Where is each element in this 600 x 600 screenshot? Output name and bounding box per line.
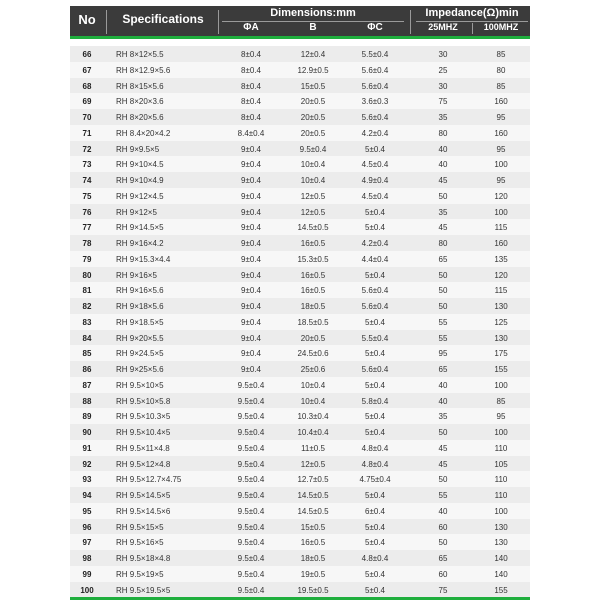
row-impedance-100mhz: 95 xyxy=(496,412,506,422)
row-dim-b: 15±0.5 xyxy=(300,81,326,91)
row-specification: RH 8×20×5.6 xyxy=(116,113,164,122)
row-impedance-100mhz: 130 xyxy=(494,538,508,548)
row-impedance-100mhz: 110 xyxy=(494,475,508,485)
table-row xyxy=(70,219,530,235)
row-impedance-100mhz: 160 xyxy=(494,239,508,248)
row-specification: RH 9×14.5×5 xyxy=(116,223,164,233)
row-dim-a: 9.5±0.4 xyxy=(237,443,265,453)
row-impedance-25mhz: 60 xyxy=(438,569,448,579)
row-impedance-25mhz: 55 xyxy=(438,317,448,327)
row-impedance-25mhz: 50 xyxy=(438,270,448,280)
table-row xyxy=(70,503,530,519)
row-dim-a: 9±0.4 xyxy=(241,223,261,233)
row-impedance-100mhz: 125 xyxy=(494,317,508,327)
row-specification: RH 8×12.9×5.6 xyxy=(116,65,171,75)
header-divider xyxy=(218,10,219,34)
row-dim-a: 8±0.4 xyxy=(241,65,261,75)
row-number: 100 xyxy=(80,585,94,595)
row-specification: RH 9×18×5.6 xyxy=(116,302,164,311)
row-impedance-100mhz: 100 xyxy=(494,160,508,170)
row-impedance-25mhz: 50 xyxy=(438,286,448,296)
row-number: 67 xyxy=(82,65,92,75)
row-dim-a: 9.5±0.4 xyxy=(237,522,265,532)
table-row xyxy=(70,141,530,157)
header-divider xyxy=(472,23,473,34)
row-dim-c: 5.6±0.4 xyxy=(361,65,389,75)
table-row xyxy=(70,62,530,78)
row-dim-a: 9±0.4 xyxy=(241,191,261,201)
header-gap xyxy=(70,39,530,46)
row-number: 96 xyxy=(82,522,92,532)
row-specification: RH 9.5×10.3×5 xyxy=(116,412,171,422)
table-row xyxy=(70,440,530,456)
row-dim-a: 8±0.4 xyxy=(241,50,261,59)
row-dim-c: 5±0.4 xyxy=(365,491,385,500)
row-impedance-25mhz: 40 xyxy=(438,380,448,390)
row-number: 99 xyxy=(82,569,92,579)
row-impedance-25mhz: 30 xyxy=(438,81,448,91)
row-specification: RH 9.5×12.7×4.75 xyxy=(116,475,182,485)
row-impedance-25mhz: 65 xyxy=(438,254,448,264)
row-dim-c: 5.5±0.4 xyxy=(361,333,389,343)
row-dim-b: 10±0.4 xyxy=(300,176,326,185)
row-dim-c: 5±0.4 xyxy=(365,223,385,233)
row-specification: RH 9.5×15×5 xyxy=(116,522,164,532)
row-specification: RH 9×9.5×5 xyxy=(116,144,160,154)
row-dim-b: 12.9±0.5 xyxy=(297,65,329,75)
row-dim-a: 9.5±0.4 xyxy=(237,585,265,595)
table-row xyxy=(70,251,530,267)
row-dim-b: 20±0.5 xyxy=(300,113,326,122)
row-number: 88 xyxy=(82,396,92,406)
row-dim-b: 16±0.5 xyxy=(300,270,326,280)
header-freq-100mhz: 100MHZ xyxy=(483,22,519,32)
row-impedance-25mhz: 50 xyxy=(438,538,448,548)
row-number: 92 xyxy=(82,459,92,469)
row-impedance-100mhz: 160 xyxy=(494,128,508,138)
row-dim-a: 9.5±0.4 xyxy=(237,475,265,485)
row-specification: RH 9.5×14.5×6 xyxy=(116,506,171,516)
row-specification: RH 9×12×5 xyxy=(116,207,157,217)
row-dim-c: 4.8±0.4 xyxy=(361,443,389,453)
row-impedance-25mhz: 45 xyxy=(438,223,448,233)
header-divider xyxy=(416,21,528,22)
row-dim-b: 18.5±0.5 xyxy=(297,317,329,327)
row-impedance-25mhz: 65 xyxy=(438,554,448,563)
row-dim-a: 9.5±0.4 xyxy=(237,396,265,406)
row-impedance-100mhz: 140 xyxy=(494,554,508,563)
row-number: 84 xyxy=(82,333,92,343)
row-impedance-25mhz: 35 xyxy=(438,113,448,122)
row-dim-b: 16±0.5 xyxy=(300,538,326,548)
row-impedance-25mhz: 35 xyxy=(438,412,448,422)
row-impedance-25mhz: 45 xyxy=(438,459,448,469)
row-dim-b: 10±0.4 xyxy=(300,380,326,390)
row-dim-c: 5.6±0.4 xyxy=(361,302,389,311)
row-specification: RH 9.5×10.4×5 xyxy=(116,428,171,437)
row-specification: RH 9.5×14.5×5 xyxy=(116,491,171,500)
row-dim-c: 4.5±0.4 xyxy=(361,160,389,170)
row-impedance-100mhz: 95 xyxy=(496,113,506,122)
table-row xyxy=(70,582,530,598)
header-no: No xyxy=(78,12,96,27)
row-impedance-25mhz: 30 xyxy=(438,50,448,59)
row-specification: RH 9.5×10×5 xyxy=(116,380,164,390)
row-dim-c: 4.8±0.4 xyxy=(361,459,389,469)
row-specification: RH 8×20×3.6 xyxy=(116,97,164,107)
table-row xyxy=(70,471,530,487)
table-row xyxy=(70,156,530,172)
row-specification: RH 9×16×5.6 xyxy=(116,286,164,296)
row-impedance-25mhz: 50 xyxy=(438,191,448,201)
row-dim-a: 9.5±0.4 xyxy=(237,380,265,390)
row-dim-c: 5±0.4 xyxy=(365,380,385,390)
row-dim-c: 5.5±0.4 xyxy=(361,50,389,59)
header-freq-25mhz: 25MHZ xyxy=(428,22,458,32)
row-dim-c: 5±0.4 xyxy=(365,585,385,595)
table-row xyxy=(70,566,530,582)
row-number: 70 xyxy=(82,113,92,122)
table-row xyxy=(70,377,530,393)
row-number: 82 xyxy=(82,302,92,311)
row-number: 71 xyxy=(82,128,92,138)
table-row xyxy=(70,93,530,109)
row-number: 91 xyxy=(82,443,92,453)
row-impedance-25mhz: 80 xyxy=(438,128,448,138)
row-dim-b: 12±0.5 xyxy=(300,191,326,201)
row-dim-a: 8±0.4 xyxy=(241,113,261,122)
row-dim-c: 5.6±0.4 xyxy=(361,286,389,296)
spec-table xyxy=(70,6,530,600)
table-row xyxy=(70,456,530,472)
row-dim-b: 12±0.4 xyxy=(300,50,326,59)
row-dim-b: 14.5±0.5 xyxy=(297,506,329,516)
row-dim-b: 10±0.4 xyxy=(300,396,326,406)
table-row xyxy=(70,361,530,377)
row-dim-b: 25±0.6 xyxy=(300,365,326,374)
row-dim-c: 5.8±0.4 xyxy=(361,396,389,406)
row-impedance-100mhz: 130 xyxy=(494,302,508,311)
header-col-a: ΦA xyxy=(243,22,259,33)
table-row xyxy=(70,550,530,566)
row-dim-b: 19.5±0.5 xyxy=(297,585,329,595)
row-dim-b: 11±0.5 xyxy=(301,443,325,453)
row-impedance-25mhz: 95 xyxy=(438,349,448,359)
row-dim-b: 14.5±0.5 xyxy=(297,491,329,500)
row-impedance-25mhz: 75 xyxy=(438,97,448,107)
row-dim-c: 5±0.4 xyxy=(365,144,385,154)
header-col-c: ΦC xyxy=(367,22,383,33)
row-impedance-25mhz: 40 xyxy=(438,506,448,516)
row-dim-c: 5±0.4 xyxy=(365,207,385,217)
table-row xyxy=(70,125,530,141)
row-dim-c: 5.6±0.4 xyxy=(361,365,389,374)
table-row xyxy=(70,172,530,188)
row-dim-b: 9.5±0.4 xyxy=(299,144,327,154)
row-dim-c: 4.5±0.4 xyxy=(361,191,389,201)
row-number: 77 xyxy=(82,223,92,233)
row-dim-c: 5±0.4 xyxy=(365,522,385,532)
row-dim-a: 9.5±0.4 xyxy=(237,538,265,548)
row-number: 86 xyxy=(82,365,92,374)
row-specification: RH 9×12×4.5 xyxy=(116,191,164,201)
row-specification: RH 9.5×19.5×5 xyxy=(116,585,171,595)
row-number: 66 xyxy=(82,50,92,59)
table-header xyxy=(70,6,530,39)
table-row xyxy=(70,345,530,361)
row-dim-a: 9.5±0.4 xyxy=(237,554,265,563)
row-impedance-100mhz: 130 xyxy=(494,333,508,343)
row-impedance-25mhz: 50 xyxy=(438,428,448,437)
row-dim-a: 9±0.4 xyxy=(241,270,261,280)
row-number: 80 xyxy=(82,270,92,280)
row-specification: RH 9×18.5×5 xyxy=(116,317,164,327)
row-number: 73 xyxy=(82,160,92,170)
row-specification: RH 9.5×11×4.8 xyxy=(116,443,170,453)
row-impedance-100mhz: 95 xyxy=(496,144,506,154)
header-divider xyxy=(106,10,107,34)
row-specification: RH 9×20×5.5 xyxy=(116,333,164,343)
row-impedance-100mhz: 135 xyxy=(494,254,508,264)
row-specification: RH 9×24.5×5 xyxy=(116,349,164,359)
row-dim-b: 18±0.5 xyxy=(300,554,326,563)
row-dim-b: 14.5±0.5 xyxy=(297,223,329,233)
table-row xyxy=(70,487,530,503)
row-impedance-25mhz: 25 xyxy=(438,65,448,75)
row-dim-b: 16±0.5 xyxy=(300,239,326,248)
row-dim-a: 9±0.4 xyxy=(241,317,261,327)
table-row xyxy=(70,235,530,251)
table-row xyxy=(70,298,530,314)
row-dim-b: 19±0.5 xyxy=(300,569,326,579)
row-dim-a: 8±0.4 xyxy=(241,97,261,107)
row-dim-c: 5±0.4 xyxy=(365,270,385,280)
row-number: 81 xyxy=(82,286,92,296)
row-impedance-100mhz: 140 xyxy=(494,569,508,579)
row-dim-a: 9±0.4 xyxy=(241,254,261,264)
row-dim-b: 16±0.5 xyxy=(300,286,326,296)
row-number: 76 xyxy=(82,207,92,217)
row-dim-c: 4.8±0.4 xyxy=(361,554,389,563)
row-impedance-100mhz: 130 xyxy=(494,522,508,532)
row-specification: RH 8×15×5.6 xyxy=(116,81,164,91)
row-impedance-100mhz: 100 xyxy=(494,428,508,437)
row-number: 94 xyxy=(82,491,92,500)
row-number: 90 xyxy=(82,428,92,437)
row-impedance-100mhz: 95 xyxy=(496,176,506,185)
row-number: 74 xyxy=(82,176,92,185)
row-dim-c: 5±0.4 xyxy=(365,428,385,437)
row-number: 79 xyxy=(82,254,92,264)
table-row xyxy=(70,393,530,409)
row-number: 78 xyxy=(82,239,92,248)
row-impedance-25mhz: 50 xyxy=(438,302,448,311)
row-dim-b: 12±0.5 xyxy=(300,459,326,469)
row-impedance-25mhz: 40 xyxy=(438,144,448,154)
row-impedance-100mhz: 85 xyxy=(496,396,506,406)
row-impedance-25mhz: 75 xyxy=(438,585,448,595)
table-row xyxy=(70,78,530,94)
row-number: 87 xyxy=(82,380,92,390)
row-impedance-100mhz: 105 xyxy=(494,459,508,469)
row-dim-b: 12.7±0.5 xyxy=(297,475,329,485)
row-dim-b: 15±0.5 xyxy=(300,522,326,532)
row-dim-a: 9±0.4 xyxy=(241,176,261,185)
row-dim-b: 10±0.4 xyxy=(300,160,326,170)
row-dim-c: 5.6±0.4 xyxy=(361,113,389,122)
row-impedance-100mhz: 155 xyxy=(494,585,508,595)
row-specification: RH 9×10×4.5 xyxy=(116,160,164,170)
table-row xyxy=(70,109,530,125)
row-dim-a: 9±0.4 xyxy=(241,302,261,311)
row-impedance-25mhz: 80 xyxy=(438,239,448,248)
row-impedance-100mhz: 110 xyxy=(494,491,508,500)
row-specification: RH 9.5×18×4.8 xyxy=(116,554,171,563)
row-dim-a: 9.5±0.4 xyxy=(237,491,265,500)
header-divider xyxy=(222,21,404,22)
row-dim-c: 4.4±0.4 xyxy=(361,254,389,264)
row-specification: RH 9.5×19×5 xyxy=(116,569,164,579)
row-dim-a: 9±0.4 xyxy=(241,333,261,343)
table-row xyxy=(70,519,530,535)
header-col-b: B xyxy=(309,22,317,33)
row-impedance-100mhz: 155 xyxy=(494,365,508,374)
row-dim-c: 5.6±0.4 xyxy=(361,81,389,91)
row-number: 95 xyxy=(82,506,92,516)
row-dim-b: 10.4±0.4 xyxy=(297,428,329,437)
table-row xyxy=(70,534,530,550)
row-specification: RH 8×12×5.5 xyxy=(116,50,164,59)
row-number: 83 xyxy=(82,317,92,327)
row-number: 98 xyxy=(82,554,92,563)
row-dim-a: 9±0.4 xyxy=(241,349,261,359)
table-row xyxy=(70,267,530,283)
row-dim-b: 15.3±0.5 xyxy=(297,254,329,264)
row-impedance-100mhz: 160 xyxy=(494,97,508,107)
row-impedance-100mhz: 85 xyxy=(496,50,506,59)
row-specification: RH 9×16×5 xyxy=(116,270,157,280)
row-impedance-25mhz: 45 xyxy=(438,443,448,453)
row-dim-a: 9±0.4 xyxy=(241,365,261,374)
row-dim-c: 4.2±0.4 xyxy=(361,128,389,138)
row-dim-a: 9±0.4 xyxy=(241,286,261,296)
row-dim-a: 9.5±0.4 xyxy=(237,459,265,469)
row-dim-c: 6±0.4 xyxy=(365,506,385,516)
row-impedance-100mhz: 110 xyxy=(494,443,508,453)
row-dim-c: 4.2±0.4 xyxy=(361,239,389,248)
row-impedance-25mhz: 35 xyxy=(438,207,448,217)
row-impedance-100mhz: 115 xyxy=(494,286,508,296)
row-dim-b: 10.3±0.4 xyxy=(297,412,329,422)
row-number: 97 xyxy=(82,538,92,548)
row-specification: RH 9×15.3×4.4 xyxy=(116,254,171,264)
table-row xyxy=(70,314,530,330)
row-dim-b: 20±0.5 xyxy=(300,128,326,138)
row-impedance-25mhz: 40 xyxy=(438,396,448,406)
table-row xyxy=(70,188,530,204)
header-divider xyxy=(410,10,411,34)
row-number: 72 xyxy=(82,144,92,154)
row-specification: RH 8.4×20×4.2 xyxy=(116,128,171,138)
row-dim-b: 20±0.5 xyxy=(300,97,326,107)
row-impedance-100mhz: 120 xyxy=(494,191,508,201)
row-number: 93 xyxy=(82,475,92,485)
row-impedance-100mhz: 85 xyxy=(496,81,506,91)
row-impedance-25mhz: 55 xyxy=(438,333,448,343)
row-impedance-100mhz: 100 xyxy=(494,207,508,217)
row-dim-a: 9±0.4 xyxy=(241,144,261,154)
row-dim-a: 9.5±0.4 xyxy=(237,506,265,516)
row-dim-a: 9.5±0.4 xyxy=(237,569,265,579)
row-dim-c: 5±0.4 xyxy=(365,349,385,359)
row-dim-a: 9.5±0.4 xyxy=(237,412,265,422)
row-dim-a: 8±0.4 xyxy=(241,81,261,91)
row-dim-c: 5±0.4 xyxy=(365,317,385,327)
row-number: 75 xyxy=(82,191,92,201)
row-dim-a: 9±0.4 xyxy=(241,160,261,170)
row-number: 85 xyxy=(82,349,92,359)
row-specification: RH 9×25×5.6 xyxy=(116,365,164,374)
row-impedance-25mhz: 50 xyxy=(438,475,448,485)
row-specification: RH 9×10×4.9 xyxy=(116,176,164,185)
table-row xyxy=(70,408,530,424)
row-impedance-100mhz: 115 xyxy=(494,223,508,233)
row-specification: RH 9.5×10×5.8 xyxy=(116,396,171,406)
row-impedance-25mhz: 45 xyxy=(438,176,448,185)
row-dim-c: 4.9±0.4 xyxy=(361,176,389,185)
table-row xyxy=(70,282,530,298)
header-dimensions: Dimensions:mm xyxy=(270,7,356,19)
row-specification: RH 9.5×16×5 xyxy=(116,538,164,548)
row-impedance-100mhz: 80 xyxy=(496,65,506,75)
row-dim-b: 24.5±0.6 xyxy=(297,349,329,359)
table-row xyxy=(70,424,530,440)
header-specifications: Specifications xyxy=(122,12,204,26)
header-impedance: Impedance(Ω)min xyxy=(425,7,519,19)
table-row xyxy=(70,46,530,62)
row-dim-a: 9±0.4 xyxy=(241,239,261,248)
row-specification: RH 9×16×4.2 xyxy=(116,239,164,248)
row-impedance-100mhz: 100 xyxy=(494,380,508,390)
row-impedance-25mhz: 65 xyxy=(438,365,448,374)
table-row xyxy=(70,204,530,220)
row-dim-c: 5±0.4 xyxy=(365,412,385,422)
row-dim-b: 20±0.5 xyxy=(300,333,326,343)
row-impedance-25mhz: 60 xyxy=(438,522,448,532)
row-number: 69 xyxy=(82,97,92,107)
row-dim-a: 8.4±0.4 xyxy=(237,128,265,138)
row-dim-b: 18±0.5 xyxy=(300,302,326,311)
row-dim-c: 5±0.4 xyxy=(365,569,385,579)
row-dim-c: 4.75±0.4 xyxy=(359,475,391,485)
row-dim-b: 12±0.5 xyxy=(300,207,326,217)
row-dim-a: 9±0.4 xyxy=(241,207,261,217)
row-dim-c: 5±0.4 xyxy=(365,538,385,548)
row-impedance-100mhz: 100 xyxy=(494,506,508,516)
table-body xyxy=(70,46,530,597)
row-dim-a: 9.5±0.4 xyxy=(237,428,265,437)
row-impedance-100mhz: 175 xyxy=(494,349,508,359)
row-dim-c: 3.6±0.3 xyxy=(361,97,389,107)
row-number: 68 xyxy=(82,81,92,91)
row-number: 89 xyxy=(82,412,92,422)
row-impedance-25mhz: 55 xyxy=(438,491,448,500)
row-impedance-100mhz: 120 xyxy=(494,270,508,280)
table-row xyxy=(70,330,530,346)
row-impedance-25mhz: 40 xyxy=(438,160,448,170)
row-specification: RH 9.5×12×4.8 xyxy=(116,459,171,469)
